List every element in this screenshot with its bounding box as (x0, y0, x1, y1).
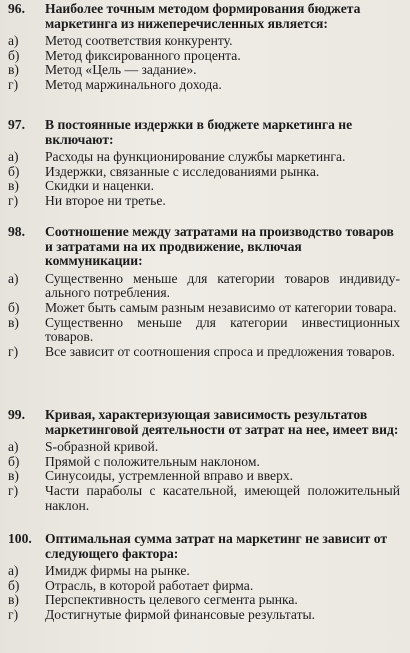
option-letter: б) (8, 299, 20, 315)
option-text: Имидж фирмы на рынке. (45, 563, 190, 579)
answer-option (8, 63, 400, 78)
question-text: В постоянные издержки в бюджете маркетинга не включают: (45, 117, 353, 147)
answer-option (8, 34, 400, 49)
option-letter: в) (8, 178, 19, 194)
question-number: 100. (8, 531, 32, 546)
option-letter: а) (8, 563, 19, 579)
answer-option (8, 484, 400, 513)
answer-options (8, 272, 400, 360)
option-text: Может быть самым разным независимо от категории товара. (45, 299, 397, 315)
answer-option (8, 272, 400, 301)
answer-option (8, 440, 400, 455)
option-letter: в) (8, 62, 19, 78)
answer-option (8, 150, 400, 165)
option-text: Ни второе ни третье. (45, 192, 166, 208)
question-number: 97. (8, 117, 25, 132)
answer-options (8, 440, 400, 513)
option-text: Метод фиксированного процента. (45, 47, 241, 63)
answer-options (8, 150, 400, 208)
answer-options (8, 34, 400, 92)
option-text: Метод «Цель — задание». (45, 62, 197, 78)
question-text: Оптимальная сумма затрат на маркетинг не зависит от следующего фактора: (45, 531, 388, 561)
option-text: Расходы на функционирование службы маркетинга. (45, 149, 346, 165)
option-letter: г) (8, 343, 19, 359)
option-text: S-образной кривой. (45, 439, 159, 455)
question-text: Кривая, характеризующая зависимость результатов маркетинговой деятельности от затрат на нее, имеет вид: (45, 407, 399, 437)
answer-option (8, 78, 400, 93)
option-text: Прямой с положительным наклоном. (45, 453, 260, 469)
option-letter: г) (8, 482, 19, 498)
option-letter: в) (8, 468, 19, 484)
answer-option (8, 301, 400, 316)
option-letter: в) (8, 592, 19, 608)
answer-option (8, 165, 400, 180)
option-text: Метод соответствия конкуренту. (45, 33, 233, 49)
question-97 (8, 118, 400, 225)
option-letter: а) (8, 33, 19, 49)
question-text: Соотношение между затратами на производство товаров и затратами на их продвижение, включая коммуникации: (45, 224, 394, 269)
answer-option (8, 345, 400, 360)
option-letter: г) (8, 76, 19, 92)
option-letter: а) (8, 439, 19, 455)
question-number: 98. (8, 224, 25, 239)
answer-option (8, 579, 400, 594)
answer-option (8, 194, 400, 209)
option-letter: б) (8, 163, 20, 179)
answer-option (8, 564, 400, 579)
option-letter: в) (8, 314, 19, 330)
option-letter: г) (8, 192, 19, 208)
option-text: Метод маржинального дохода. (45, 76, 222, 92)
option-text: Достигнутые фирмой финансовые результаты. (45, 606, 316, 622)
option-text: Издержки, связанные с исследованиями рынка. (45, 163, 320, 179)
question-heading (8, 408, 400, 437)
option-text: Скидки и наценки. (45, 178, 154, 194)
option-text: Все зависит от соотношения спроса и предложения товаров. (45, 343, 395, 359)
option-letter: а) (8, 270, 19, 286)
option-text: Отрасль, в которой работает фирма. (45, 577, 254, 593)
answer-options (8, 564, 400, 622)
question-heading (8, 532, 400, 561)
question-heading (8, 118, 400, 147)
question-number: 99. (8, 407, 25, 422)
option-letter: б) (8, 47, 20, 63)
answer-option (8, 593, 400, 608)
question-heading (8, 2, 400, 31)
answer-option (8, 608, 400, 623)
question-99 (8, 408, 400, 532)
answer-option (8, 49, 400, 64)
question-96 (8, 2, 400, 118)
option-text: Синусоиды, устремленной вправо и вверх. (45, 468, 294, 484)
question-heading (8, 225, 400, 269)
option-letter: б) (8, 453, 20, 469)
option-letter: б) (8, 577, 20, 593)
option-text: Существенно меньше для категории товаров индивидуального потребления. (45, 270, 400, 301)
option-text: Существенно меньше для категории инвестиционных товаров. (45, 314, 400, 345)
question-98 (8, 225, 400, 408)
answer-option (8, 316, 400, 345)
option-letter: а) (8, 149, 19, 165)
answer-option (8, 179, 400, 194)
question-text: Наиболее точным методом формирования бюджета маркетинга из нижеперечисленных является: (45, 1, 361, 31)
answer-option (8, 455, 400, 470)
option-text: Части параболы с касательной, имеющей положительный наклон. (45, 482, 400, 513)
question-number: 96. (8, 1, 25, 16)
option-text: Перспективность целевого сегмента рынка. (45, 592, 298, 608)
question-100 (8, 532, 400, 623)
answer-option (8, 469, 400, 484)
option-letter: г) (8, 606, 19, 622)
